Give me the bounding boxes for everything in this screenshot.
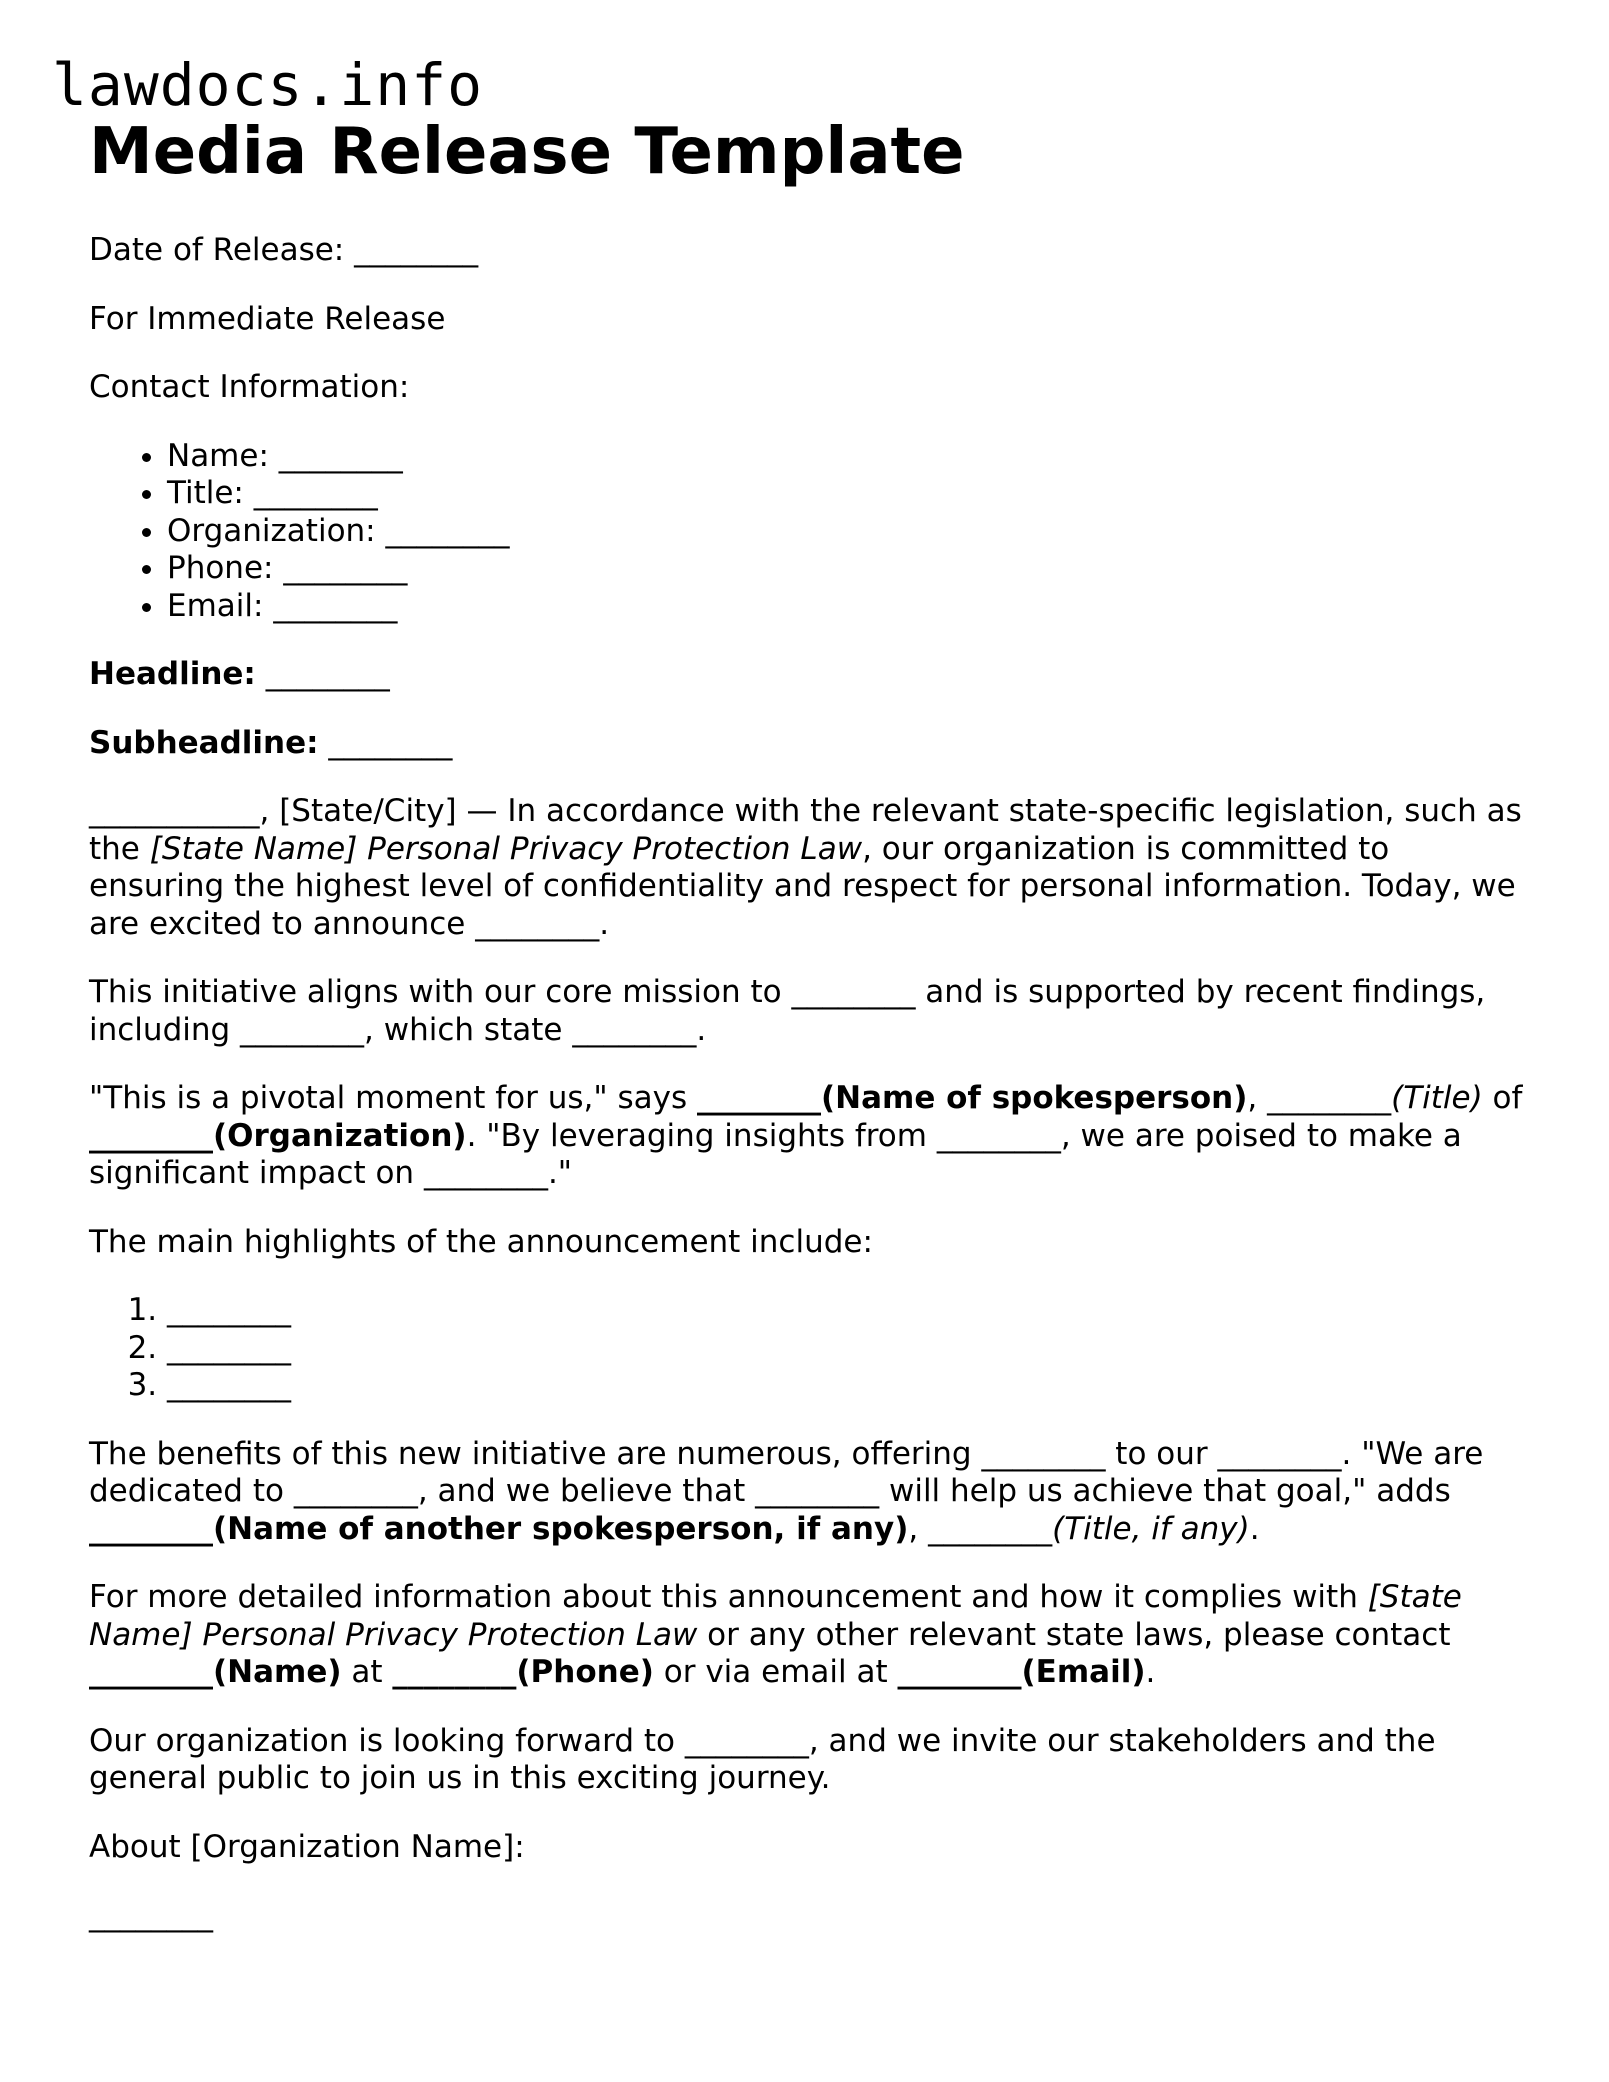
paragraph-closing-text-b: , and we invite our stakeholders and the general public to join us in this exciting journey. xyxy=(89,1722,1436,1796)
paragraph-contact-text-a: For more detailed information about this announcement and how it complies with xyxy=(89,1579,1368,1615)
paragraph-benefits-text-e: will help us achieve that goal," adds xyxy=(879,1473,1451,1509)
contact-label-phone: Phone: xyxy=(167,550,274,586)
paragraph-contact-text-c: at xyxy=(341,1654,393,1690)
city-blank: ___________ xyxy=(89,793,260,829)
benefits-blank: ________ xyxy=(981,1435,1106,1472)
contact-email-field xyxy=(898,1654,1146,1690)
contact-email-blank: ________ xyxy=(897,1654,1022,1690)
spokesperson-field xyxy=(697,1080,1247,1116)
impact-blank: ________ xyxy=(423,1155,548,1191)
contact-label-title: Title: xyxy=(167,475,244,511)
contact-item-phone xyxy=(167,550,1529,588)
contact-blank-organization: ________ xyxy=(385,512,510,549)
organization-blank: ________ xyxy=(89,1117,213,1154)
highlight-blank: ________ xyxy=(167,1329,291,1366)
paragraph-quote-text-c: of xyxy=(1482,1080,1523,1116)
paragraph-intro-text-a: , [State/City] — In accordance with the relevant state-specific legislation, such as the xyxy=(89,793,1522,867)
second-spokesperson-title-label: (Title, if any) xyxy=(1052,1510,1250,1547)
subheadline-blank: ________ xyxy=(328,724,453,761)
paragraph-mission-text-b: and is supported by recent findings, including xyxy=(89,974,1486,1048)
paragraph-contact xyxy=(89,1579,1529,1692)
mission-blank: ________ xyxy=(791,974,916,1010)
paragraph-intro-text-b: , our organization is committed to ensuring the highest level of confidentiality and respect for personal information. Today, we are excited to announce xyxy=(89,830,1516,942)
paragraph-mission-text-c: , which state xyxy=(364,1011,573,1048)
contact-label-organization: Organization: xyxy=(167,512,376,549)
paragraph-closing xyxy=(89,1723,1529,1798)
spokesperson-title-blank: ________ xyxy=(1267,1080,1392,1116)
audience-blank: ________ xyxy=(1217,1435,1342,1472)
highlights-intro: The main highlights of the announcement include: xyxy=(89,1223,873,1260)
spokesperson-blank: ________ xyxy=(696,1080,821,1116)
privacy-law-reference: [State Name] Personal Privacy Protection Law xyxy=(149,830,863,867)
contact-blank-phone: ________ xyxy=(283,550,408,586)
contact-blank-email: ________ xyxy=(273,587,398,624)
contact-name-label: (Name) xyxy=(213,1654,342,1690)
site-logo[interactable]: lawdocs.info xyxy=(52,51,484,119)
contact-name-field xyxy=(89,1654,342,1690)
contact-blank-name: ________ xyxy=(278,437,403,474)
contact-label-name: Name: xyxy=(167,437,269,474)
belief-blank: ________ xyxy=(755,1473,880,1509)
paragraph-benefits xyxy=(89,1436,1529,1549)
headline-blank: ________ xyxy=(265,656,390,692)
paragraph-quote-text-d: . "By leveraging insights from xyxy=(466,1117,937,1154)
contact-label-email: Email: xyxy=(167,587,264,624)
paragraph-benefits-text-a: The benefits of this new initiative are numerous, offering xyxy=(89,1435,982,1472)
paragraph-intro-text-c: . xyxy=(599,905,610,942)
second-spokesperson-title-blank: ________ xyxy=(928,1510,1053,1547)
contact-item-organization xyxy=(167,513,1529,551)
contact-phone-field xyxy=(392,1654,654,1690)
paragraph-benefits-text-c: . "We are dedicated to xyxy=(89,1435,1484,1509)
paragraph-mission-text-d: . xyxy=(696,1011,707,1048)
contact-phone-blank: ________ xyxy=(392,1654,517,1690)
about-organization-blank: ________ xyxy=(89,1897,213,1933)
headline-line xyxy=(89,656,1529,694)
contact-phone-label: (Phone) xyxy=(516,1654,654,1690)
paragraph-quote-text-f: ." xyxy=(547,1155,573,1191)
contact-information-list xyxy=(89,438,1529,626)
about-organization-heading: About [Organization Name]: xyxy=(89,1828,525,1865)
paragraph-quote-text-e: , we are poised to make a significant impact on xyxy=(89,1117,1462,1191)
second-spokesperson-field xyxy=(89,1511,908,1547)
page-title: Media Release Template xyxy=(89,115,965,189)
insights-blank: ________ xyxy=(936,1117,1061,1154)
dedication-blank: ________ xyxy=(293,1473,418,1509)
findings-state-blank: ________ xyxy=(572,1011,697,1048)
date-of-release-label: Date of Release: xyxy=(89,232,345,268)
contact-email-label: (Email) xyxy=(1021,1654,1146,1690)
highlight-item xyxy=(167,1292,1529,1330)
privacy-law-reference-2: [State Name] Personal Privacy Protection Law xyxy=(89,1579,1462,1653)
paragraph-benefits-text-d: , and we believe that xyxy=(417,1473,756,1509)
spokesperson-title-label: (Title) xyxy=(1391,1080,1483,1116)
contact-name-blank: ________ xyxy=(89,1654,213,1690)
subheadline-label: Subheadline: xyxy=(89,724,319,761)
paragraph-contact-text-b: or any other relevant state laws, please contact xyxy=(697,1616,1451,1653)
announcement-blank: ________ xyxy=(475,905,600,942)
highlight-blank: ________ xyxy=(167,1367,291,1403)
subheadline-line xyxy=(89,725,1529,763)
highlights-list xyxy=(89,1292,1529,1405)
paragraph-closing-text-a: Our organization is looking forward to xyxy=(89,1722,685,1759)
paragraph-benefits-text-g: . xyxy=(1249,1510,1260,1547)
highlight-item xyxy=(167,1330,1529,1368)
paragraph-quote-text-a: "This is a pivotal moment for us," says xyxy=(89,1080,697,1116)
highlight-item xyxy=(167,1367,1529,1405)
organization-field xyxy=(89,1118,467,1154)
second-spokesperson-label: (Name of another spokesperson, if any) xyxy=(213,1510,909,1547)
findings-blank: ________ xyxy=(240,1011,365,1048)
paragraph-benefits-text-f: , xyxy=(908,1510,929,1547)
paragraph-benefits-text-b: to our xyxy=(1105,1435,1218,1472)
document-body xyxy=(89,112,1529,1935)
for-immediate-release: For Immediate Release xyxy=(89,300,446,337)
contact-item-email xyxy=(167,588,1529,626)
paragraph-mission xyxy=(89,974,1529,1049)
second-spokesperson-blank: ________ xyxy=(89,1510,213,1547)
looking-forward-blank: ________ xyxy=(684,1722,809,1759)
headline-label: Headline: xyxy=(89,656,256,692)
date-of-release-line xyxy=(89,232,1529,270)
paragraph-contact-text-d: or via email at xyxy=(653,1654,898,1690)
paragraph-intro xyxy=(89,793,1529,943)
highlight-blank: ________ xyxy=(167,1292,291,1328)
paragraph-quote xyxy=(89,1080,1529,1193)
contact-blank-title: ________ xyxy=(253,475,378,511)
spokesperson-label: (Name of spokesperson) xyxy=(820,1080,1248,1116)
contact-information-label: Contact Information: xyxy=(89,369,410,405)
contact-item-name xyxy=(167,438,1529,476)
paragraph-contact-text-e: . xyxy=(1145,1654,1156,1690)
date-of-release-blank: ________ xyxy=(354,232,479,268)
paragraph-mission-text-a: This initiative aligns with our core mission to xyxy=(89,974,792,1010)
contact-item-title xyxy=(167,475,1529,513)
organization-label: (Organization) xyxy=(213,1117,467,1154)
paragraph-quote-text-b: , xyxy=(1247,1080,1268,1116)
